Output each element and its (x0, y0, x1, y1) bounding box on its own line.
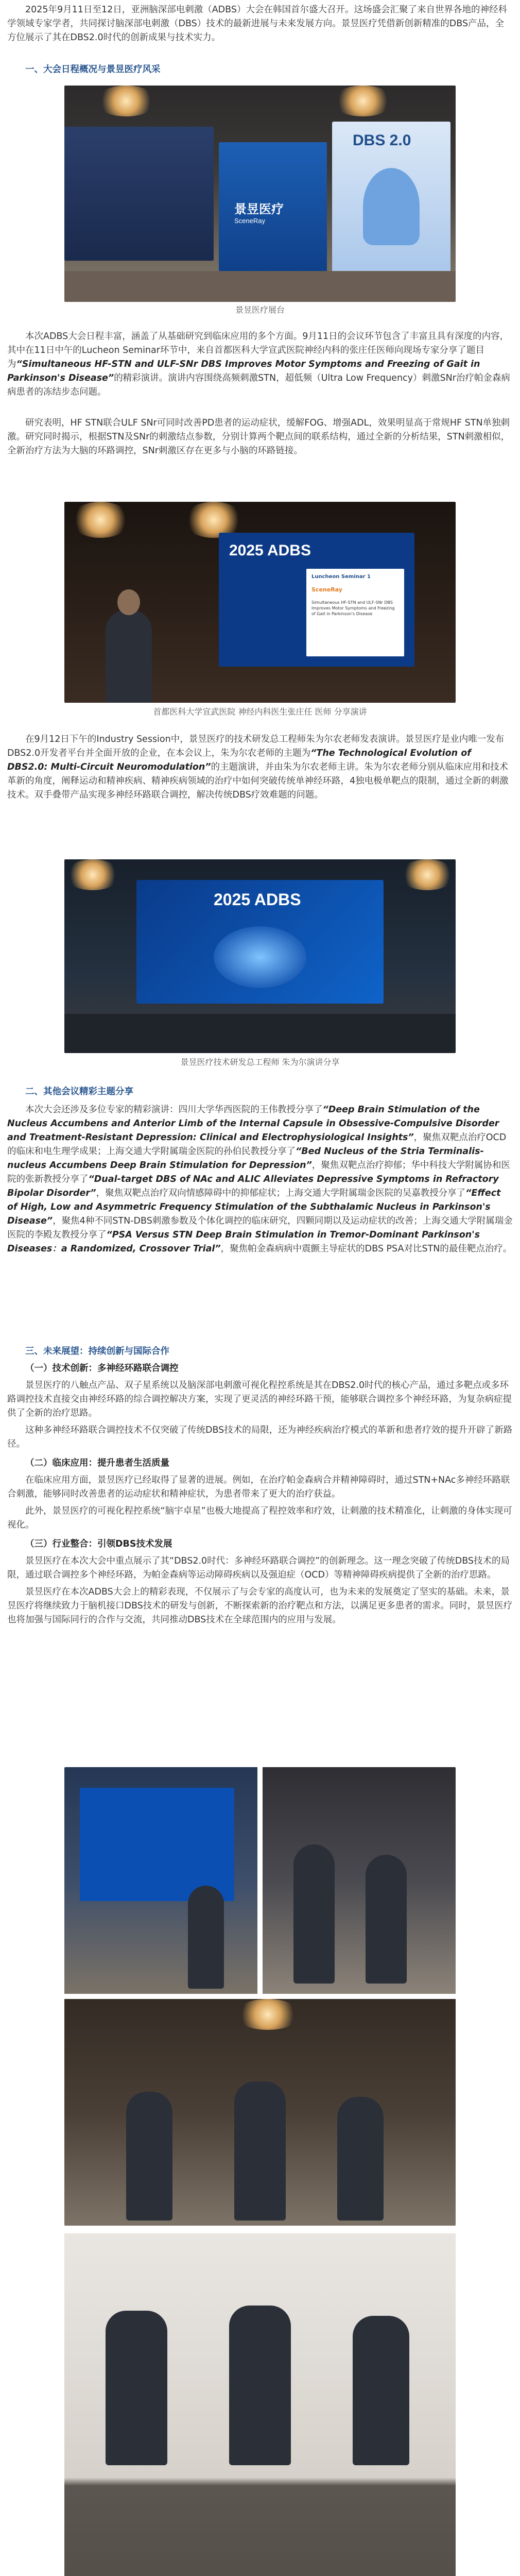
subsection-title-2: （二）临床应用：提升患者生活质量 (25, 1458, 169, 1468)
visitor-figure (366, 1855, 407, 1984)
ceiling-lamp (399, 859, 456, 890)
ceiling-lamp (70, 502, 131, 538)
section3-block (7, 1345, 513, 1627)
talk-title-6: “Effect of High, Low and Asymmetric Frequency Stimulation of the Subthalamic Nucleus in Parkinson's Disease” (7, 1188, 501, 1226)
speaker-photo-2 (64, 859, 456, 1053)
subsection-2-para-2: 此外，景昱医疗的可视化程控系统“脑宇卓星”也极大地提高了程控效率和疗效，让刺激的技术精准化，让刺激的身体实现可视化。 (7, 1506, 512, 1530)
talk-title-2: “The Technological Evolution of DBS2.0: Multi-Circuit Neuromodulation” (7, 748, 471, 772)
screen-title: 2025 ADBS (229, 542, 311, 559)
booth-collage (64, 1767, 456, 2226)
ceiling-lamp (332, 86, 394, 116)
visitor-figure (126, 2092, 172, 2221)
talk-title-1: “Simultaneous HF-STN and ULF-SNr DBS Improves Motor Symptoms and Freezing of Gait in Parkinson's Disease” (7, 359, 480, 383)
subsection-title-3: （三）行业整合：引领DBS技术发展 (25, 1539, 172, 1549)
side-panel (64, 127, 214, 261)
talk-title-3: “Deep Brain Stimulation of the Nucleus Accumbens and Anterior Limb of the Internal Capsule in Obsessive-Compulsive Disorder and Treatment-Resistant Depression: Clinical and Electrophysiological Insights” (7, 1105, 499, 1143)
speaker-photo-2-caption: 景昱医疗技术研发总工程师 朱为尔演讲分享 (180, 1057, 340, 1067)
subsection-title-1: （一）技术创新：多神经环路联合调控 (25, 1363, 179, 1374)
visitor-figure (106, 2311, 167, 2465)
ceiling-lamp (95, 86, 157, 116)
subsection-1-para-1: 景昱医疗的八触点产品、双子星系统以及脑深部电刺激可视化程控系统是其在DBS2.0时代的核心产品，通过多靶点或多环路调控技术直接交由神经环路的综合调控解决方案，实现了更灵活的神经环路干预，能够联合调控多个神经环路，为复杂病症提供了全新的治疗思路。 (7, 1380, 512, 1418)
slide-brand: SceneRay (311, 586, 342, 593)
ceiling-lamp (234, 1999, 301, 2030)
collage-photo-1 (64, 1767, 257, 1994)
slide-heading: Luncheon Seminar 1 (311, 574, 371, 580)
audience (64, 1014, 456, 1053)
speaker-figure (106, 610, 152, 703)
collage-photo-2 (263, 1767, 456, 1994)
section1-para3: 在9月12日下午的Industry Session中，景昱医疗的技术研发总工程师朱为尔农老师发表演讲。景昱医疗是业内唯一发布DBS2.0开发者平台并全面开放的企业，在本会议上，朱为尔农老师的主题为“The Technological Evolution of DBS2.0: Multi-Circuit Neuromodulation”的主题演讲，并由朱为尔农老师主讲。朱为尔农老师分别从临床应用和技术革新的角度，阐释运动和精神疾病、精神疾病领域的治疗中如何突破传统单神经环路，4独电极单靶点的限制，通过全新的刺激技术。双手叠带产品实现多神经环路联合调控，解决传统DBS疗效难题的问题。 (7, 734, 509, 800)
visitor-figure (234, 2081, 286, 2221)
brain-graphic (363, 168, 420, 245)
section1-heading-block (7, 63, 513, 77)
section1-para2: 研究表明，HF STN联合ULF SNr可同时改善PD患者的运动症状，缓解FOG、增强ADL，效果明显高于常规HF STN单独刺激。研究同时揭示，根据STN及SNr的刺激结点参数，分别计算两个靶点间的联系结构，通过全新的分析结果，STN刺激相似，全新治疗方法为大脑的环路调控，SNr刺激区存在更多与小脑的环路链接。 (7, 418, 510, 456)
ceiling-lamp (64, 859, 121, 890)
stage-screen (136, 880, 384, 1004)
talk-title-4: “Bed Nucleus of the Stria Terminalis-nucleus Accumbens Deep Brain Stimulation for Depression” (7, 1146, 484, 1171)
subsection-1-para-2: 这种多神经环路联合调控技术不仅突破了传统DBS技术的局限，还为神经疾病治疗模式的革新和患者疗效的提升开辟了新路径。 (7, 1425, 513, 1449)
speaker-photo-1 (64, 502, 456, 703)
subsection-3-para-1: 景昱医疗在本次大会中重点展示了其“DBS2.0时代：多神经环路联合调控”的创新理念。这一理念突破了传统DBS技术的局限，通过联合调控多个神经环路，为帕金森病等运动障碍疾病以及强迫症（OCD）等精神障碍疾病提供了全新的治疗思路。 (7, 1556, 510, 1580)
booth-brand-logo: 景昱医疗 SceneRay (234, 202, 284, 225)
talk-title-7: “PSA Versus STN Deep Brain Stimulation in Tremor-Dominant Parkinson's Diseases：a Randomized, Crossover Trial” (7, 1230, 480, 1254)
product-panel-label: DBS 2.0 (353, 132, 411, 149)
speaker-head (117, 589, 140, 615)
visitor-figure (353, 2316, 409, 2465)
floor (64, 271, 456, 302)
booth-backdrop (219, 142, 327, 292)
brain-graphic (214, 926, 306, 988)
section2-block: 二、其他会议精彩主题分享 本次大会还涉及多位专家的精彩演讲：四川大学华西医院的王伟教授分享了“Deep Brain Stimulation of the Nucleus Accumbens and Anterior Limb of the Internal Capsule in Obsessive-Compulsive Disorder and Treatment-Resistant Depression: Clinical and Electrophysiological Insights”，聚焦双靶点治疗OCD的临床和电生理学成果；上海交通大学附属瑞金医院的孙伯民教授分享了“Bed Nucleus of the Stria Terminalis-nucleus Accumbens Deep Brain Stimulation for Depression”，聚焦双靶点治疗抑郁；华中科技大学附属协和医院的张新教授分享了“Dual-target DBS of NAc and ALIC Alleviates Depressive Symptoms in Refractory Bipolar Disorder”，聚焦双靶点治疗双向情感障碍中的抑郁症状；上海交通大学附属瑞金医院的吴嘉教授分享了“Effect of High, Low and Asymmetric Frequency Stimulation of the Subthalamic Nucleus in Parkinson's Disease”，聚焦4种不同STN-DBS刺激参数及个体化调控的临床研究，四颗同期以及运动症状的改善；上海交通大学附属瑞金医院的李殿友教授分享了“PSA Versus STN Deep Brain Stimulation in Tremor-Dominant Parkinson's Diseases：a Randomized, Crossover Trial”，聚焦帕金森病病中震颤主导症状的DBS PSA对比STN的最佳靶点治疗。 (7, 1085, 513, 1256)
section3-title: 三、未来展望：持续创新与国际合作 (25, 1346, 169, 1357)
stage-screen (219, 533, 414, 667)
subsection-3-para-2: 景昱医疗在本次ADBS大会上的精彩表现，不仅展示了与会专家的高度认可，也为未来的发展奠定了坚实的基础。未来，景昱医疗将继续致力于脑机接口DBS技术的研发与创新，不断探索新的治疗靶点和方法，以满足更多患者的需求。同时，景昱医疗也将加强与国际同行的合作与交流，共同推动DBS技术在全球范围内的应用与发展。 (7, 1587, 513, 1625)
section1-para1: 本次ADBS大会日程丰富，涵盖了从基础研究到临床应用的多个方面。9月11日的会议环节包含了丰富且具有深度的内容，其中在11日中午的Lucheon Seminar环节中，来自首都医科大学宣武医院神经内科的张庄任医师向现场专家分享了题目为“Simultaneous HF-STN and ULF-SNr DBS Improves Motor Symptoms and Freezing of Gait in Parkinson's Disease”的精彩演讲。演讲内容围绕高频刺激STN，超低频（Ultra Low Frequency）刺激SNr治疗帕金森病病患者的冻结步态问题。 (7, 331, 510, 397)
slide (306, 569, 404, 656)
subsection-2-para-1: 在临床应用方面，景昱医疗已经取得了显著的进展。例如，在治疗帕金森病合并精神障碍时，通过STN+NAc多神经环路联合刺激，能够同时改善患者的运动症状和精神症状，为患者带来了更大的治疗获益。 (7, 1475, 510, 1499)
booth-photos-continued (64, 2233, 456, 2576)
speaker-photo-1-caption: 首都医科大学宣武医院 神经内科医生张庄任 医师 分享演讲 (153, 707, 367, 717)
visitor-figure (188, 1886, 224, 1989)
talk-title-5: “Dual-target DBS of NAc and ALIC Alleviates Depressive Symptoms in Refractory Bipolar Disorder” (7, 1174, 499, 1198)
visitor-figure (293, 1844, 335, 1984)
collage-photo-3 (64, 1999, 456, 2226)
visitor-figure (337, 2097, 384, 2221)
screen-title: 2025 ADBS (214, 890, 301, 909)
slide-topic: Simultaneous HF-STN and ULF-SNr DBS Improves Motor Symptoms and Freezing of Gait in Parkinson's Disease (311, 600, 395, 616)
visitor-figure (229, 2306, 291, 2465)
section1-title: 一、大会日程概况与景昱医疗风采 (25, 64, 161, 75)
booth-display (80, 1788, 234, 1901)
intro-block (7, 3, 513, 45)
section2-title: 二、其他会议精彩主题分享 (25, 1087, 133, 1097)
booth-photo-caption: 景昱医疗展台 (235, 305, 285, 315)
booth-photo (64, 86, 456, 302)
intro-paragraph: 2025年9月11日至12日，亚洲脑深部电刺激（ADBS）大会在韩国首尔盛大召开。这场盛会汇聚了来自世界各地的神经科学领域专家学者，共同探讨脑深部电刺激（DBS）技术的最新进展与未来发展方向。景昱医疗凭借新创新精准的DBS产品，全方位展示了其在DBS2.0时代的创新成果与技术实力。 (7, 5, 507, 43)
product-panel (332, 122, 450, 276)
